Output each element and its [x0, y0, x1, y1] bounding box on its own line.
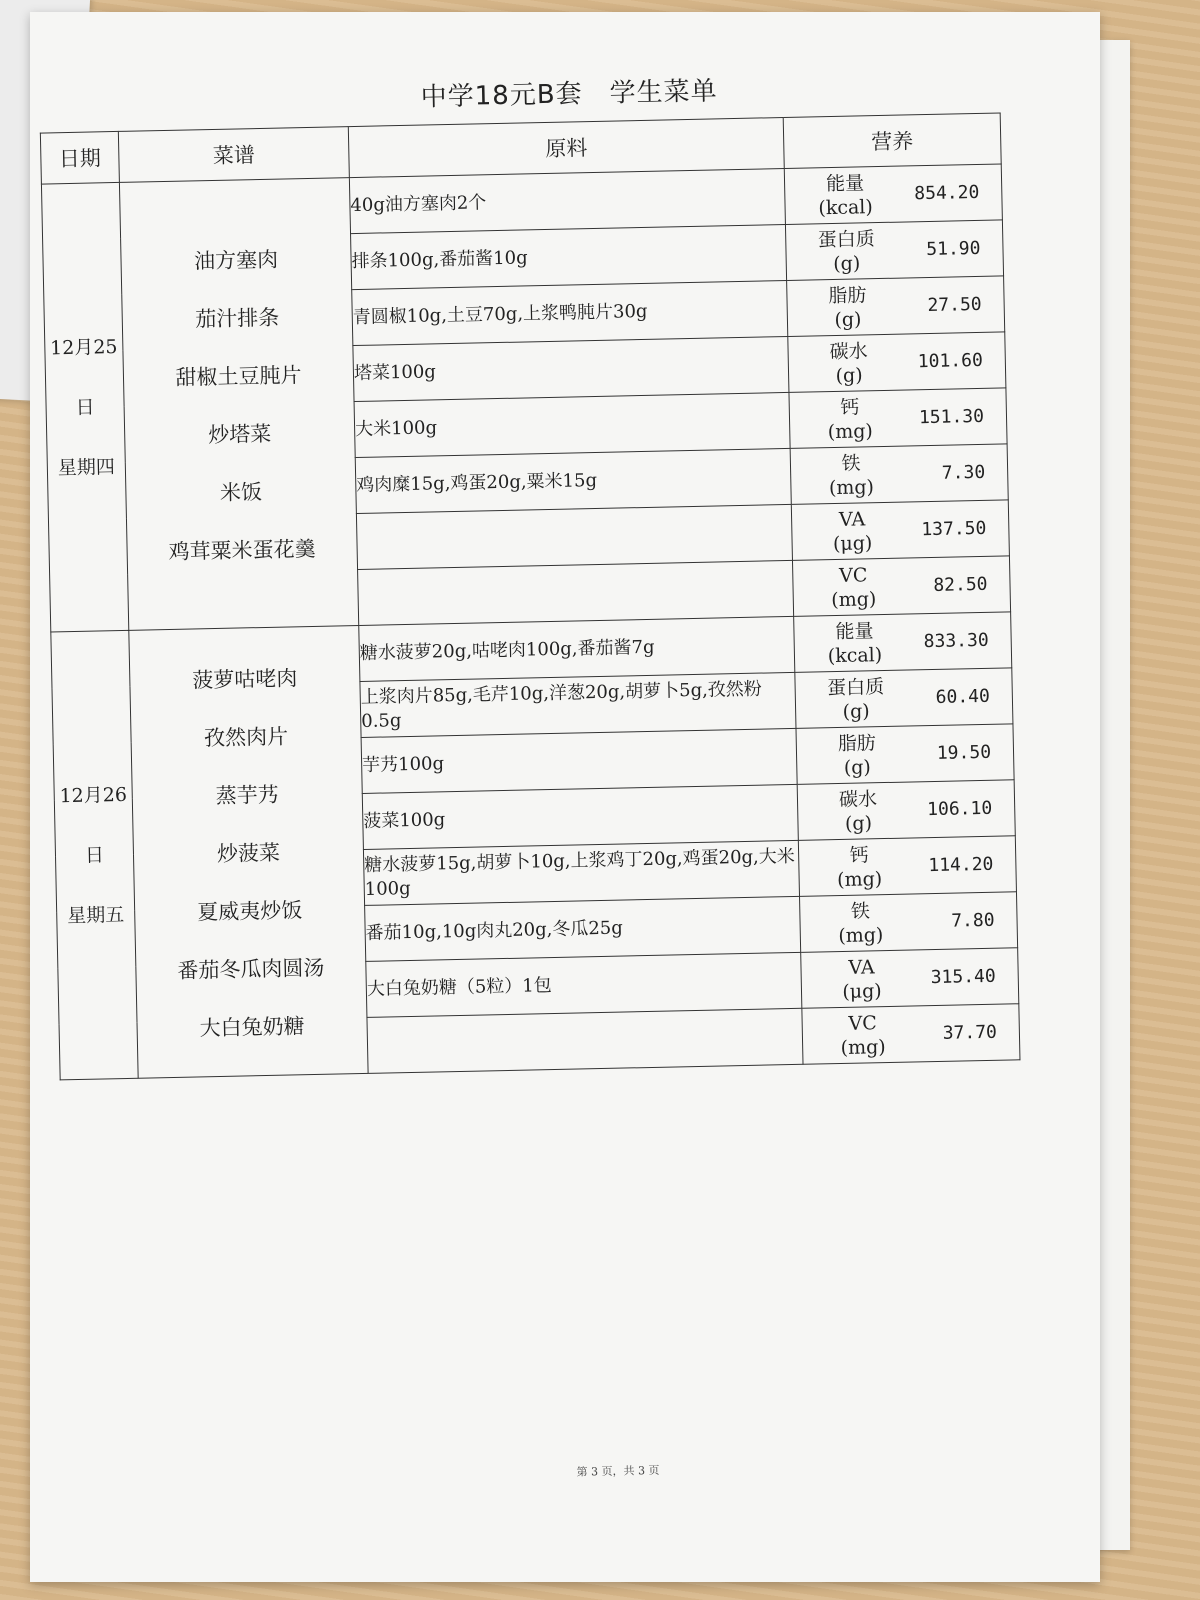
nutrition-value: 7.30	[941, 461, 986, 484]
nutrition-item	[797, 724, 1014, 784]
nutrition-item	[789, 388, 1006, 448]
dish-name: 茄汁排条	[195, 305, 280, 331]
nutrition-label: VA (μg)	[842, 955, 882, 1003]
page-title: 中学18元B套 学生菜单	[420, 76, 718, 113]
ingredient-cell: 大白兔奶糖（5粒）1包	[366, 952, 802, 1017]
menu-page	[30, 12, 1100, 1582]
nutrition-label: 碳水 (g)	[838, 787, 878, 835]
nutrition-item	[800, 892, 1017, 952]
ingredient-cell: 40g油方塞肉2个	[349, 168, 785, 233]
header-date: 日期	[40, 131, 119, 184]
nutrition-value: 106.10	[926, 797, 993, 821]
dish-list	[121, 228, 357, 581]
nutrition-cell	[800, 892, 1018, 953]
date-text: 12月25日	[49, 335, 118, 419]
nutrition-cell	[789, 388, 1007, 449]
dish-name: 炒塔菜	[207, 421, 272, 447]
nutrition-item	[794, 612, 1011, 672]
nutrition-cell	[797, 780, 1015, 841]
nutrition-value: 82.50	[933, 573, 988, 596]
nutrition-item	[787, 276, 1004, 336]
nutrition-item	[799, 836, 1016, 896]
ingredient-cell	[358, 560, 794, 625]
dish-name: 番茄冬瓜肉圆汤	[177, 955, 325, 983]
page-content	[18, 1, 1121, 1593]
nutrition-value: 60.40	[935, 685, 991, 708]
nutrition-label: VC (mg)	[840, 1011, 886, 1059]
nutrition-label: 蛋白质 (g)	[826, 675, 885, 723]
dish-name: 夏威夷炒饭	[196, 897, 303, 924]
nutrition-label: 铁 (mg)	[828, 451, 875, 499]
ingredient-cell: 番茄10g,10g肉丸20g,冬瓜25g	[365, 896, 801, 961]
nutrition-label: 能量 (kcal)	[827, 619, 883, 667]
dish-name: 甜椒土豆肫片	[175, 362, 302, 390]
dish-name: 菠萝咕咾肉	[192, 665, 298, 693]
dish-name: 蒸芋艿	[215, 782, 280, 808]
nutrition-cell	[788, 332, 1006, 393]
dish-name: 孜然肉片	[203, 724, 289, 750]
ingredient-cell: 塔菜100g	[353, 336, 789, 401]
nutrition-label: 铁 (mg)	[838, 899, 884, 947]
nutrition-value: 101.60	[917, 349, 984, 373]
header-dish: 菜谱	[118, 127, 349, 183]
ingredient-cell	[356, 504, 792, 569]
nutrition-label: 钙 (mg)	[827, 395, 874, 443]
nutrition-cell	[795, 668, 1013, 729]
ingredient-cell: 菠菜100g	[362, 784, 798, 849]
nutrition-value: 51.90	[926, 237, 981, 261]
header-ingredients: 原料	[348, 118, 784, 178]
nutrition-cell	[784, 164, 1002, 225]
nutrition-value: 27.50	[927, 293, 982, 317]
nutrition-value: 315.40	[930, 965, 996, 989]
nutrition-label: VA (μg)	[832, 507, 873, 555]
nutrition-value: 7.80	[950, 909, 995, 932]
nutrition-cell	[792, 556, 1010, 617]
nutrition-item	[801, 948, 1018, 1008]
nutrition-item	[798, 780, 1015, 840]
weekday-text: 星期五	[67, 903, 125, 927]
nutrition-cell	[787, 276, 1005, 337]
ingredient-cell	[367, 1008, 803, 1073]
nutrition-cell	[796, 724, 1014, 785]
ingredient-cell: 青圆椒10g,土豆70g,上浆鸭肫片30g	[352, 280, 788, 345]
dish-list	[130, 647, 367, 1058]
nutrition-label: 能量 (kcal)	[818, 171, 873, 219]
weekday-text: 星期四	[57, 455, 116, 479]
nutrition-cell	[802, 1004, 1020, 1065]
nutrition-value: 137.50	[921, 517, 987, 541]
nutrition-cell	[801, 948, 1019, 1009]
dish-cell	[119, 178, 358, 631]
nutrition-cell	[794, 612, 1012, 673]
nutrition-label: 脂肪 (g)	[837, 731, 877, 779]
date-cell	[51, 630, 138, 1080]
nutrition-label: VC (mg)	[831, 563, 877, 611]
nutrition-value: 151.30	[918, 405, 985, 429]
nutrition-label: 脂肪 (g)	[828, 283, 867, 331]
dish-name: 油方塞肉	[193, 247, 279, 273]
nutrition-item	[795, 668, 1012, 728]
nutrition-item	[791, 444, 1008, 504]
date-text: 12月26日	[59, 783, 128, 867]
dish-name: 鸡茸粟米蛋花羹	[168, 536, 316, 564]
ingredient-cell: 糖水菠萝15g,胡萝卜10g,上浆鸡丁20g,鸡蛋20g,大米100g	[363, 840, 799, 905]
nutrition-cell	[785, 220, 1003, 281]
dish-cell	[129, 626, 368, 1079]
dish-name: 大白兔奶糖	[199, 1013, 305, 1040]
nutrition-item	[802, 1004, 1019, 1064]
nutrition-item	[788, 332, 1005, 392]
nutrition-label: 碳水 (g)	[829, 339, 868, 387]
date-cell	[41, 182, 128, 632]
ingredient-cell: 芋艿100g	[361, 728, 797, 793]
ingredient-cell: 上浆肉片85g,毛芹10g,洋葱20g,胡萝卜5g,孜然粉0.5g	[360, 672, 796, 737]
ingredient-cell: 鸡肉糜15g,鸡蛋20g,粟米15g	[355, 448, 791, 513]
ingredient-cell: 排条100g,番茄酱10g	[351, 224, 787, 289]
nutrition-item	[785, 164, 1002, 224]
ingredient-cell: 糖水菠萝20g,咕咾肉100g,番茄酱7g	[359, 616, 795, 681]
nutrition-value: 854.20	[914, 181, 980, 205]
nutrition-item	[786, 220, 1003, 280]
nutrition-item	[793, 556, 1010, 616]
ingredient-cell: 大米100g	[354, 392, 790, 457]
nutrition-cell	[798, 836, 1016, 897]
nutrition-value: 37.70	[942, 1021, 998, 1044]
nutrition-value: 833.30	[923, 629, 989, 653]
nutrition-item	[792, 500, 1009, 560]
nutrition-label: 蛋白质 (g)	[817, 227, 875, 275]
nutrition-cell	[790, 444, 1008, 505]
nutrition-value: 114.20	[928, 853, 994, 877]
nutrition-value: 19.50	[936, 741, 992, 764]
header-nutrition: 营养	[783, 113, 1001, 169]
dish-name: 炒菠菜	[216, 840, 281, 866]
dish-name: 米饭	[219, 479, 263, 505]
nutrition-label: 钙 (mg)	[836, 843, 883, 891]
page-footer: 第 3 页，共 3 页	[576, 1463, 660, 1479]
nutrition-cell	[791, 500, 1009, 561]
menu-table	[40, 112, 1021, 1080]
